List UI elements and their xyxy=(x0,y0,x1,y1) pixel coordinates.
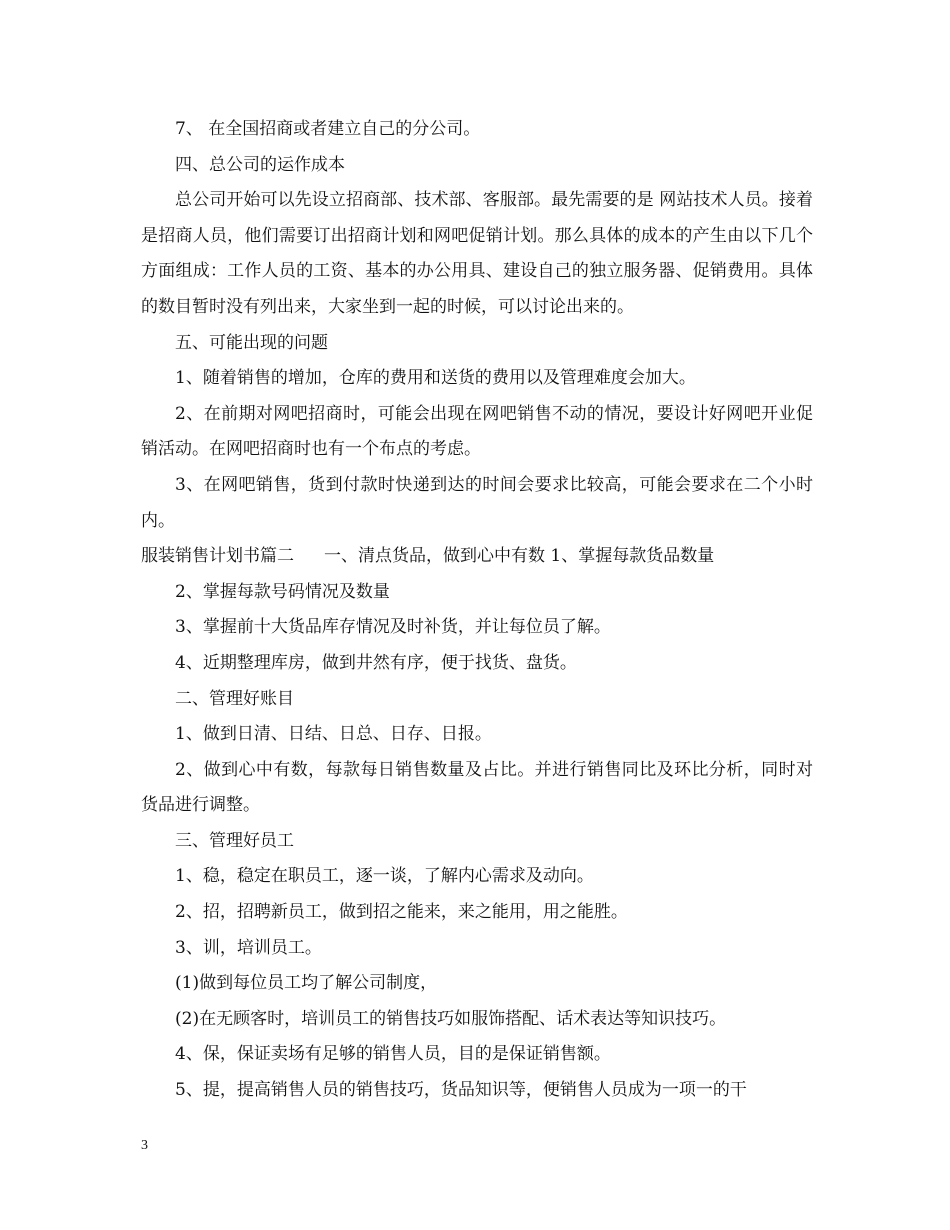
section-first-line: 一、清点货品，做到心中有数 1、掌握每款货品数量 xyxy=(324,546,715,567)
paragraph: 2、做到心中有数，每款每日销售数量及占比。并进行销售同比及环比分析，同时对货品进行调整。 xyxy=(141,759,813,816)
section-heading: 四、总公司的运作成本 xyxy=(175,154,345,175)
paragraph: 3、在网吧销售，货到付款时快递到达的时间会要求比较高，可能会要求在二个小时内。 xyxy=(141,474,813,531)
paragraph: 2、招，招聘新员工，做到招之能来，来之能用，用之能胜。 xyxy=(175,902,628,923)
paragraph: 总公司开始可以先设立招商部、技术部、客服部。最先需要的是 网站技术人员。接着是招商人员，他们需要订出招商计划和网吧促销计划。那么具体的成本的产生由以下几个方面组成：工作人员的工资、基本的办公用具、建设自己的独立服务器、促销费用。具体的数目暂时没有列出来，大家坐到一起的时候，可以讨论出来的。 xyxy=(141,190,813,317)
paragraph: 3、训，培训员工。 xyxy=(175,937,322,958)
paragraph: 3、掌握前十大货品库存情况及时补货，并让每位员了解。 xyxy=(175,617,611,638)
paragraph: 1、随着销售的增加，仓库的费用和送货的费用以及管理难度会加大。 xyxy=(175,368,696,389)
section-title-line xyxy=(141,539,813,575)
paragraph: 4、保，保证卖场有足够的销售人员，目的是保证销售额。 xyxy=(175,1044,611,1065)
paragraph: 2、掌握每款号码情况及数量 xyxy=(175,581,390,602)
document-body xyxy=(141,112,813,1109)
page-number: 3 xyxy=(141,1138,148,1153)
paragraph: 1、稳，稳定在职员工，逐一谈，了解内心需求及动向。 xyxy=(175,866,594,887)
paragraph: (1)做到每位员工均了解公司制度， xyxy=(175,973,438,994)
section-heading: 三、管理好员工 xyxy=(175,830,294,851)
paragraph: 2、在前期对网吧招商时，可能会出现在网吧销售不动的情况，要设计好网吧开业促销活动。在网吧招商时也有一个布点的考虑。 xyxy=(141,403,813,460)
section-title: 服装销售计划书篇二 xyxy=(141,546,294,567)
section-heading: 二、管理好账目 xyxy=(175,688,294,709)
paragraph: 5、提，提高销售人员的销售技巧，货品知识等，便销售人员成为一项一的干 xyxy=(175,1080,747,1101)
paragraph: 4、近期整理库房，做到井然有序，便于找货、盘货。 xyxy=(175,652,577,673)
paragraph: 1、做到日清、日结、日总、日存、日报。 xyxy=(175,724,492,745)
paragraph: 7、 在全国招商或者建立自己的分公司。 xyxy=(175,119,481,139)
paragraph: (2)在无顾客时，培训员工的销售技巧如服饰搭配、话术表达等知识技巧。 xyxy=(175,1008,727,1029)
section-heading: 五、可能出现的问题 xyxy=(175,332,328,353)
